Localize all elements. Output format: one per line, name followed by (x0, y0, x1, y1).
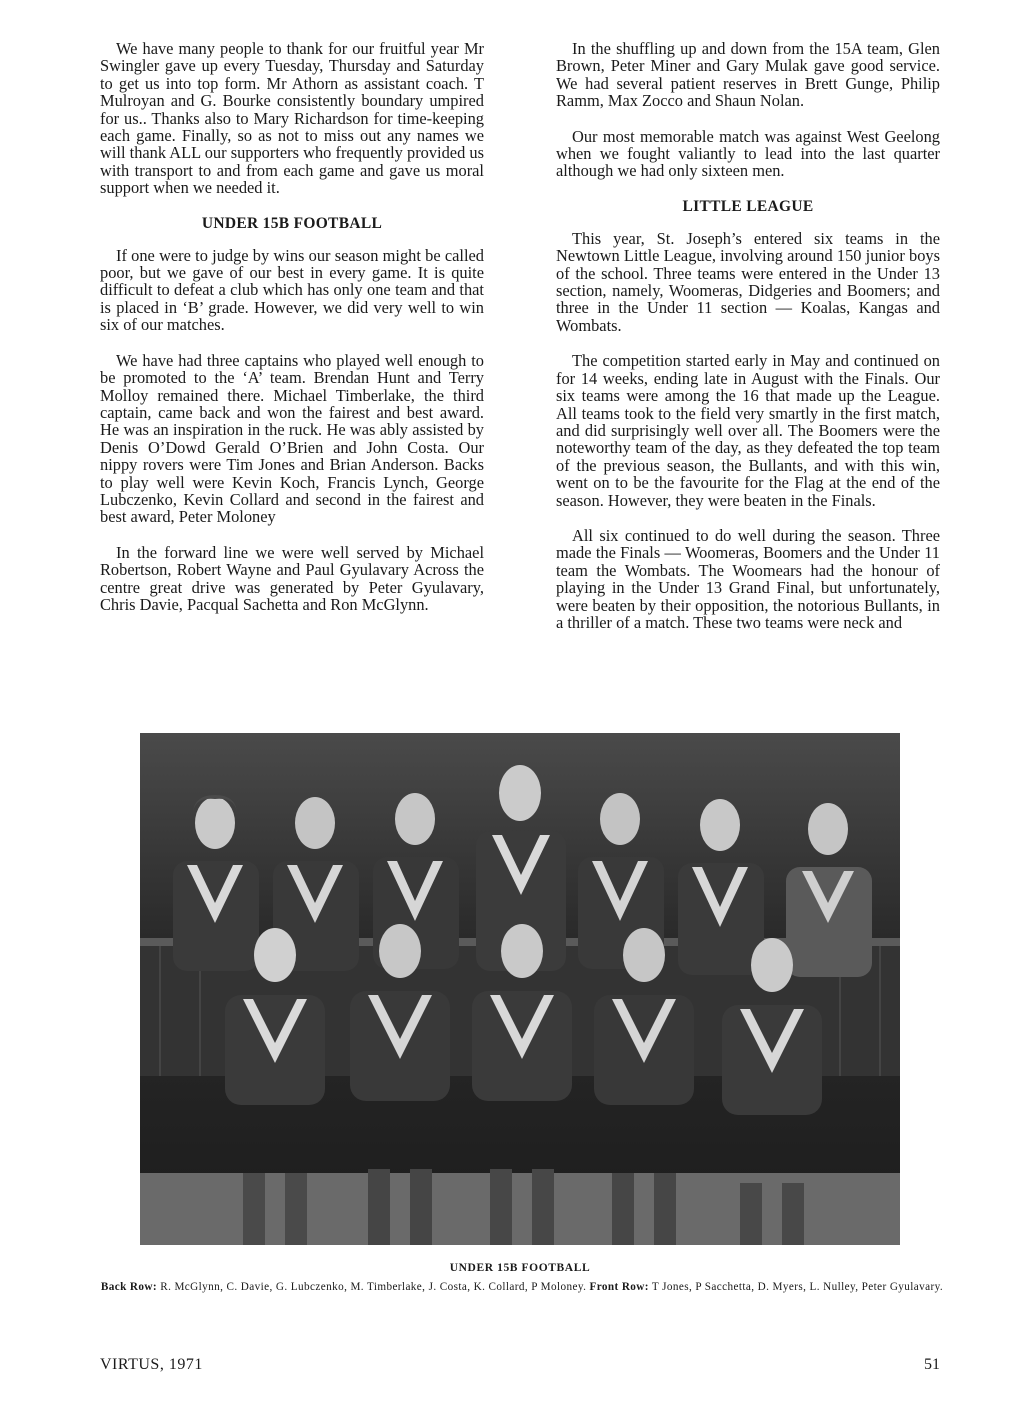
finals-paragraph: All six continued to do well during the season. Three made the Finals — Woomeras, Boomers and the Under 11 team the Wombats. The Woomears had the honour of playing in the Under 13 Grand Final, but unfortunately, were beaten by their opposition, the notorious Bullants, in a thriller of a match. These two teams were neck and (556, 525, 940, 632)
little-league-heading: LITTLE LEAGUE (682, 197, 814, 215)
team-photo-illustration (140, 733, 900, 1245)
forward-line-paragraph: In the forward line we were well served by Michael Robertson, Robert Wayne and Paul Gyulavary Across the centre great drive was generated by Peter Gyulavary, Chris Davie, Pacqual Sachetta and Ron McGlynn. (100, 542, 484, 614)
reserves-paragraph: In the shuffling up and down from the 15A team, Glen Brown, Peter Miner and Gary Mulak gave good service. We had several patient reserves in Brett Gunge, Philip Ramm, Max Zocco and Shaun Nolan. (556, 39, 940, 111)
front-row-names: T Jones, P Sacchetta, D. Myers, L. Nulley, Peter Gyulavary. (651, 1281, 944, 1293)
captains-paragraph: We have had three captains who played well enough to be promoted to the ‘A’ team. Brendan Hunt and Terry Molloy remained there. Michael Timberlake, the third captain, came back and won the fairest and best award. He was an inspiration in the ruck. He was ably assisted by Denis O’Dowd Gerald O’Brien and John Costa. Our nippy rovers were Tim Jones and Brian Anderson. Backs to play well were Kevin Koch, Francis Lynch, George Lubczenko, Kevin Collard and second in the fairest and best award, Peter Moloney (100, 350, 484, 527)
season-paragraph: If one were to judge by wins our season might be called poor, but we gave of our best in every game. It is quite difficult to defeat a club which has only one team and that is placed in ‘B’ grade. However, we did very well to win six of our matches. (100, 245, 484, 335)
publication-footer: VIRTUS, 1971 (100, 1356, 203, 1373)
memorable-match-paragraph: Our most memorable match was against West Geelong when we fought valiantly to lead into the last quarter although we had only sixteen men. (556, 126, 940, 181)
under-15b-heading: UNDER 15B FOOTBALL (201, 214, 383, 232)
photo-caption-title: UNDER 15B FOOTBALL (449, 1262, 591, 1274)
thanks-paragraph: We have many people to thank for our fruitful year Mr Swingler gave up every Tuesday, Thursday and Saturday to get us into top form. Mr Athorn as assistant coach. T Mulroyan and G. Bourke consistently boundary umpired for us.. Thanks also to Mary Richardson for time-keeping each game. Finally, so as not to miss out any names we will thank ALL our supporters who frequently provided us with transport to and from each game and gave us moral support when we needed it. (100, 39, 484, 198)
little-league-intro-paragraph: This year, St. Joseph’s entered six teams in the Newtown Little League, involving around 150 junior boys of the school. Three teams were entered in the Under 13 section, namely, Woomeras, Didgeries and Boomers; and three in the Under 11 section — Koalas, Kangas and Wombats. (556, 228, 940, 335)
back-row-names: R. McGlynn, C. Davie, G. Lubczenko, M. Timberlake, J. Costa, K. Collard, P Moloney. (160, 1281, 587, 1293)
front-row-label: Front Row: (589, 1281, 649, 1293)
left-column (100, 40, 484, 631)
competition-paragraph: The competition started early in May and continued on for 14 weeks, ending late in August with the Finals. Our six teams were among the 16 that made up the League. All teams took to the field very smartly in the first match, and did surprisingly well over all. The Boomers were the noteworthy team of the day, as they defeated the top team of the previous season, the Bullants, and with this win, went on to be the favourite for the Flag at the end of the season. However, they were beaten in the Finals. (556, 351, 940, 510)
back-row-label: Back Row: (100, 1281, 157, 1293)
page-number: 51 (924, 1356, 940, 1373)
photo-caption (96, 1280, 948, 1294)
right-column (556, 40, 940, 649)
team-photo (140, 733, 900, 1245)
